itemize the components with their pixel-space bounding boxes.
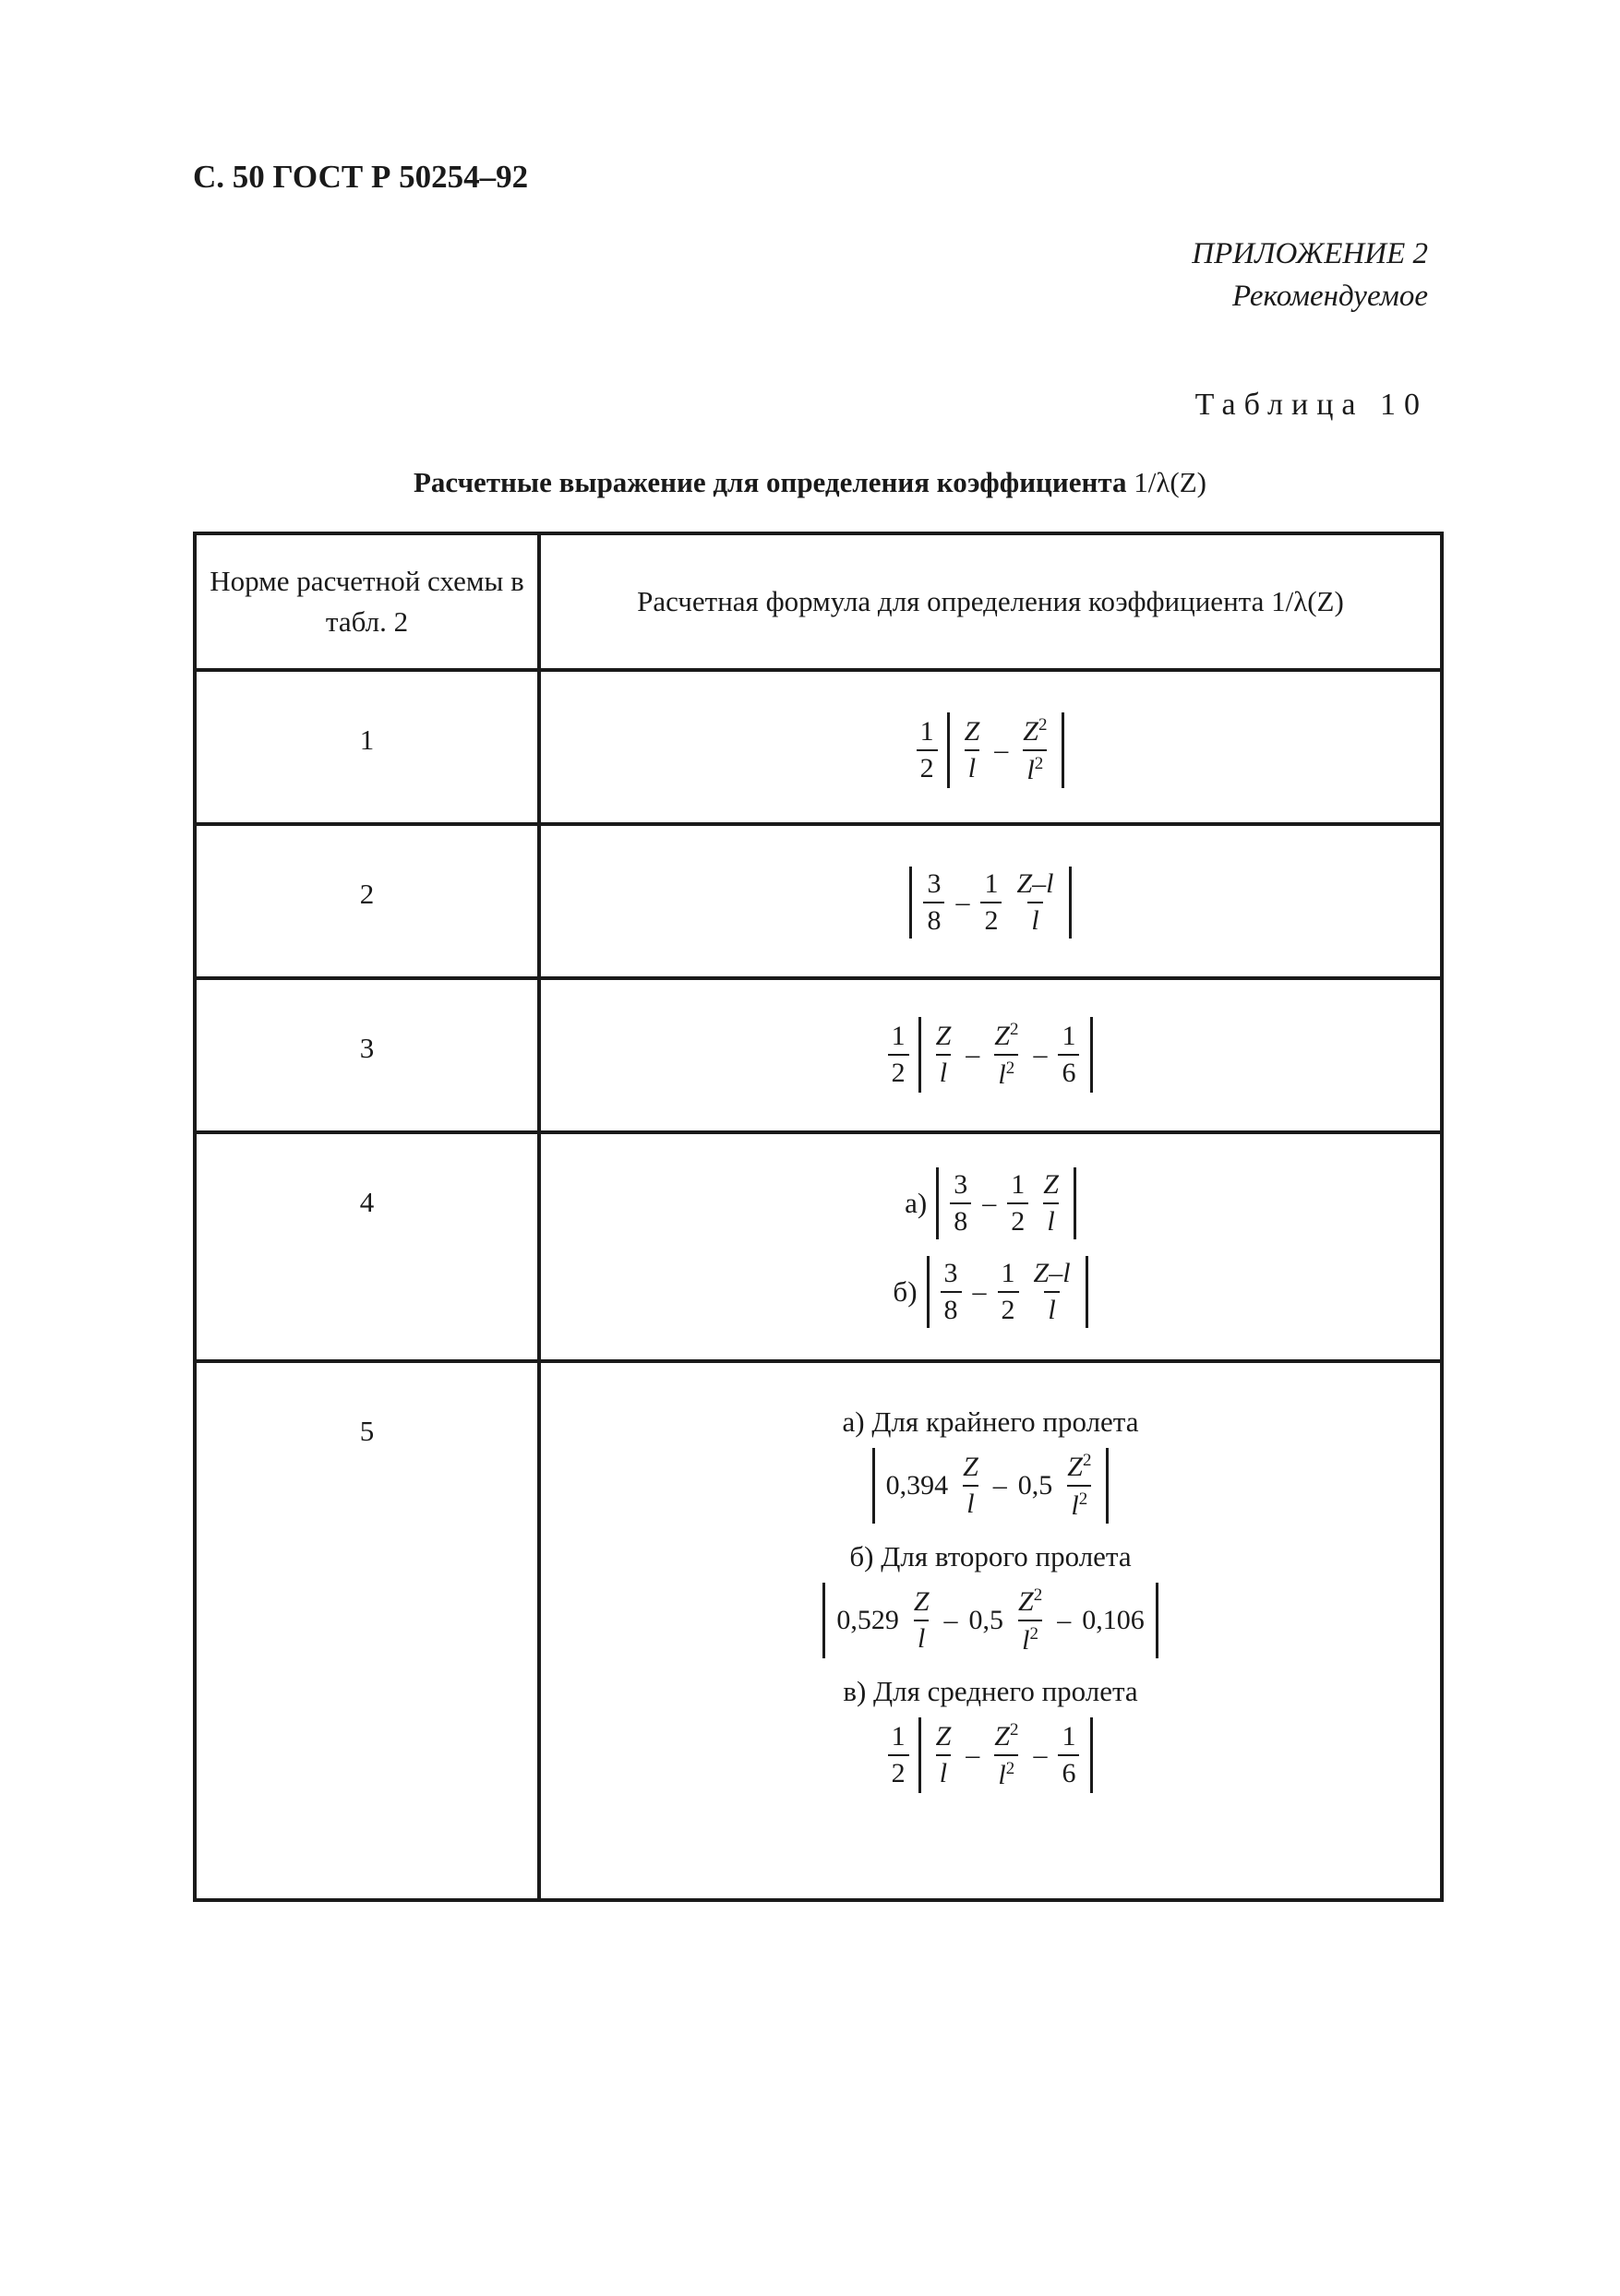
row-number: 2 — [195, 824, 539, 978]
table-caption: Таблица 10 — [1194, 388, 1428, 422]
table-title-text: Расчетные выражение для определения коэффициента — [414, 466, 1127, 498]
row-number: 1 — [195, 670, 539, 824]
table-title-symbol: 1/λ(Z) — [1134, 466, 1206, 498]
table-row — [195, 1361, 1442, 1900]
header-formula: Расчетная формула для определения коэффициента 1/λ(Z) — [539, 533, 1442, 670]
subheading-edge-span: а) Для крайнего пролета — [842, 1405, 1139, 1438]
table-row — [195, 824, 1442, 978]
subheading-second-span: б) Для второго пролета — [849, 1540, 1132, 1573]
header-scheme-number: Норме расчетной схемы в табл. 2 — [195, 533, 539, 670]
formula-variant-a: а) $\frac{3}{8}$ – $\frac{1}{2}$ $\frac{Z}{l}$ — [905, 1167, 1076, 1239]
table-row — [195, 670, 1442, 824]
formula-cell — [539, 1361, 1442, 1900]
appendix-status: Рекомендуемое — [1231, 280, 1428, 313]
formula-second-span: 0,529 $\frac{Z}{l}$ – 0,5 $\frac{Z^2}{l^2}$ – 0,106 — [822, 1583, 1158, 1658]
table-row — [195, 978, 1442, 1132]
formula-cell — [539, 1132, 1442, 1361]
table-title — [0, 466, 1620, 499]
row-number: 4 — [195, 1132, 539, 1361]
formula: $\frac{3}{8}$ – $\frac{1}{2}$ $\frac{Z-l}{l}$ — [909, 867, 1071, 939]
appendix-label — [1192, 233, 1428, 317]
row-number: 5 — [195, 1361, 539, 1900]
table-header-row — [195, 533, 1442, 670]
row-number: 3 — [195, 978, 539, 1132]
page-header: С. 50 ГОСТ Р 50254–92 — [193, 159, 529, 195]
formula-table — [193, 532, 1444, 1902]
appendix-title: ПРИЛОЖЕНИЕ 2 — [1192, 237, 1428, 270]
formula-middle-span: $\frac{1}{2}$ $\frac{Z}{l}$ – $\frac{Z^2}{l^2}$ – $\frac{1}{6}$ — [888, 1717, 1094, 1793]
formula-variant-b: б) $\frac{3}{8}$ – $\frac{1}{2}$ $\frac{Z-l}{l}$ — [893, 1256, 1087, 1328]
formula-cell — [539, 670, 1442, 824]
formula: $\frac{1}{2}$ $\frac{Z}{l}$ – $\frac{Z^2}{l^2}$ — [917, 712, 1065, 788]
formula-cell — [539, 824, 1442, 978]
table-row — [195, 1132, 1442, 1361]
formula-edge-span: 0,394 $\frac{Z}{l}$ – 0,5 $\frac{Z^2}{l^2}$ — [872, 1448, 1110, 1524]
subheading-middle-span: в) Для среднего пролета — [843, 1675, 1138, 1707]
formula-cell — [539, 978, 1442, 1132]
formula: $\frac{1}{2}$ $\frac{Z}{l}$ – $\frac{Z^2}{l^2}$ – $\frac{1}{6}$ — [888, 1017, 1094, 1093]
